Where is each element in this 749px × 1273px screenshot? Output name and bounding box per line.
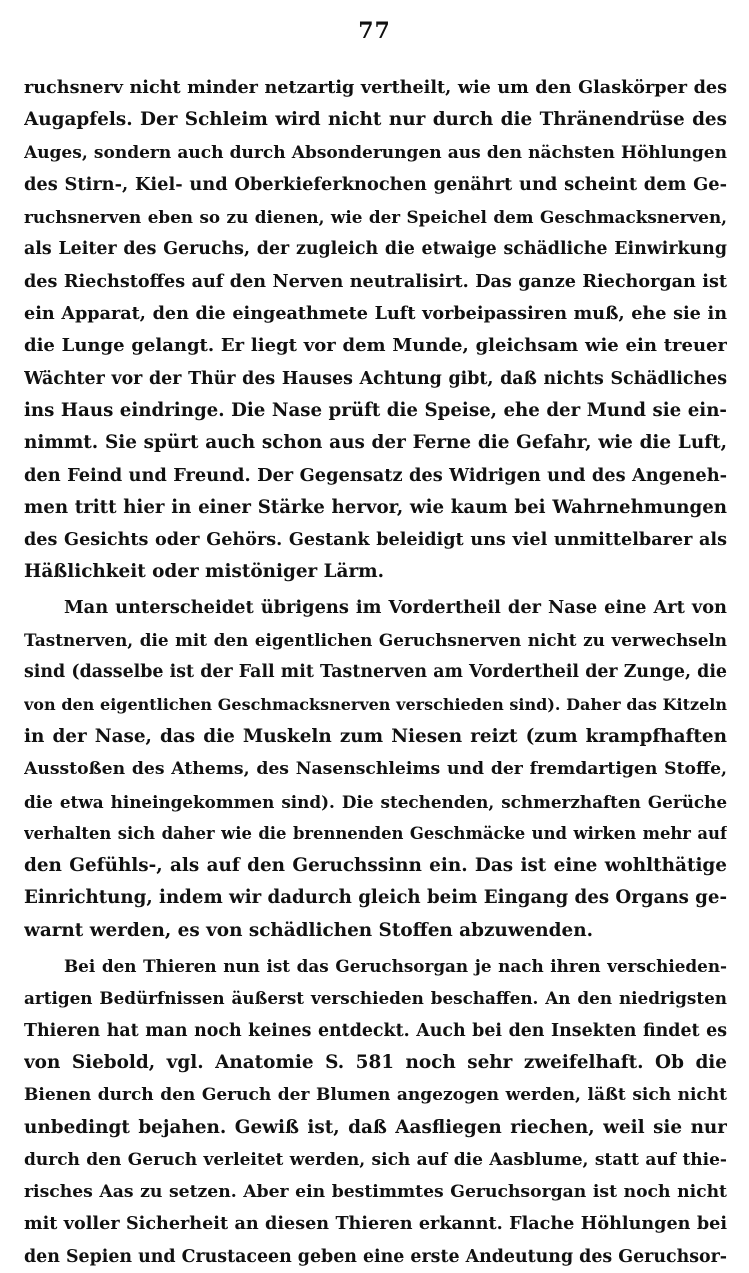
text-line: verhalten sich daher wie die brennenden Geschmäcke und wirken mehr auf — [24, 823, 727, 843]
text-line: risches Aas zu setzen. Aber ein bestimmtes Geruchsorgan ist noch nicht — [24, 1182, 727, 1203]
paragraph-3 — [24, 950, 727, 1273]
text-line: des Gesichts oder Gehörs. Gestank beleidigt uns viel unmittelbarer als — [24, 529, 727, 551]
text-line: Bei den Thieren nun ist das Geruchsorgan je nach ihren verschieden- — [64, 956, 727, 977]
text-line: die Lunge gelangt. Er liegt vor dem Munde, gleichsam wie ein treuer — [24, 335, 727, 357]
text-line: Häßlichkeit oder mistöniger Lärm. — [24, 561, 385, 583]
text-line: artigen Bedürfnissen äußerst verschieden beschaffen. An den niedrigsten — [24, 988, 727, 1009]
text-line: durch den Geruch verleitet werden, sich auf die Aasblume, statt auf thie- — [24, 1149, 727, 1170]
text-line: Thieren hat man noch keines entdeckt. Auch bei den Insekten findet es — [24, 1020, 727, 1041]
text-line: ruchsnerven eben so zu dienen, wie der Speichel dem Geschmacksnerven, — [24, 207, 727, 228]
text-line: Bienen durch den Geruch der Blumen angezogen werden, läßt sich nicht — [24, 1085, 727, 1106]
paragraph-2 — [24, 592, 727, 947]
text-line: ein Apparat, den die eingeathmete Luft vorbeipassiren muß, ehe sie in — [24, 303, 727, 325]
text-line: Einrichtung, indem wir dadurch gleich beim Eingang des Organs ge- — [24, 887, 727, 909]
text-line: Man unterscheidet übrigens im Vordertheil der Nase eine Art von — [64, 596, 727, 618]
text-line: des Stirn-, Kiel- und Oberkieferknochen genährt und scheint dem Ge- — [24, 173, 727, 195]
text-line: als Leiter des Geruchs, der zugleich die etwaige schädliche Einwirkung — [24, 239, 727, 260]
text-line: den Sepien und Crustaceen geben eine erste Andeutung des Geruchsor- — [24, 1246, 727, 1267]
text-line: unbedingt bejahen. Gewiß ist, daß Aasfliegen riechen, weil sie nur — [24, 1116, 727, 1138]
text-line: ins Haus eindringe. Die Nase prüft die Speise, ehe der Mund sie ein- — [24, 399, 727, 421]
text-line: in der Nase, das die Muskeln zum Niesen reizt (zum krampfhaften — [24, 725, 727, 747]
text-line: men tritt hier in einer Stärke hervor, wie kaum bei Wahrnehmungen — [24, 496, 727, 518]
paragraph-1 — [24, 72, 727, 589]
text-line: des Riechstoffes auf den Nerven neutralisirt. Das ganze Riechorgan ist — [24, 270, 727, 292]
text-body — [24, 72, 727, 1273]
text-line: die etwa hineingekommen sind). Die stechenden, schmerzhaften Gerüche — [24, 791, 727, 812]
text-line: von Siebold, vgl. Anatomie S. 581 noch sehr zweifelhaft. Ob die — [24, 1051, 727, 1073]
text-line: warnt werden, es von schädlichen Stoffen abzuwenden. — [24, 919, 593, 941]
text-line: sind (dasselbe ist der Fall mit Tastnerven am Vordertheil der Zunge, die — [24, 662, 727, 683]
text-line: Augapfels. Der Schleim wird nicht nur durch die Thränendrüse des — [24, 109, 727, 131]
page-number: 77 — [358, 18, 391, 44]
text-line: Auges, sondern auch durch Absonderungen aus den nächsten Höhlungen — [24, 142, 727, 163]
text-line: mit voller Sicherheit an diesen Thieren erkannt. Flache Höhlungen bei — [24, 1213, 727, 1235]
text-line: den Gefühls-, als auf den Geruchssinn ein. Das ist eine wohlthätige — [24, 855, 727, 877]
text-line: Tastnerven, die mit den eigentlichen Geruchsnerven nicht zu verwechseln — [24, 630, 727, 651]
text-line: Wächter vor der Thür des Hauses Achtung gibt, daß nichts Schädliches — [24, 368, 727, 389]
text-line: nimmt. Sie spürt auch schon aus der Ferne die Gefahr, wie die Luft, — [24, 432, 727, 454]
text-line: ruchsnerv nicht minder netzartig vertheilt, wie um den Glaskörper des — [24, 77, 727, 98]
text-line: Ausstoßen des Athems, des Nasenschleims und der fremdartigen Stoffe, — [24, 759, 727, 780]
text-line: den Feind und Freund. Der Gegensatz des Widrigen und des Angeneh- — [24, 464, 727, 486]
text-line: von den eigentlichen Geschmacksnerven verschieden sind). Daher das Kitzeln — [24, 694, 727, 714]
